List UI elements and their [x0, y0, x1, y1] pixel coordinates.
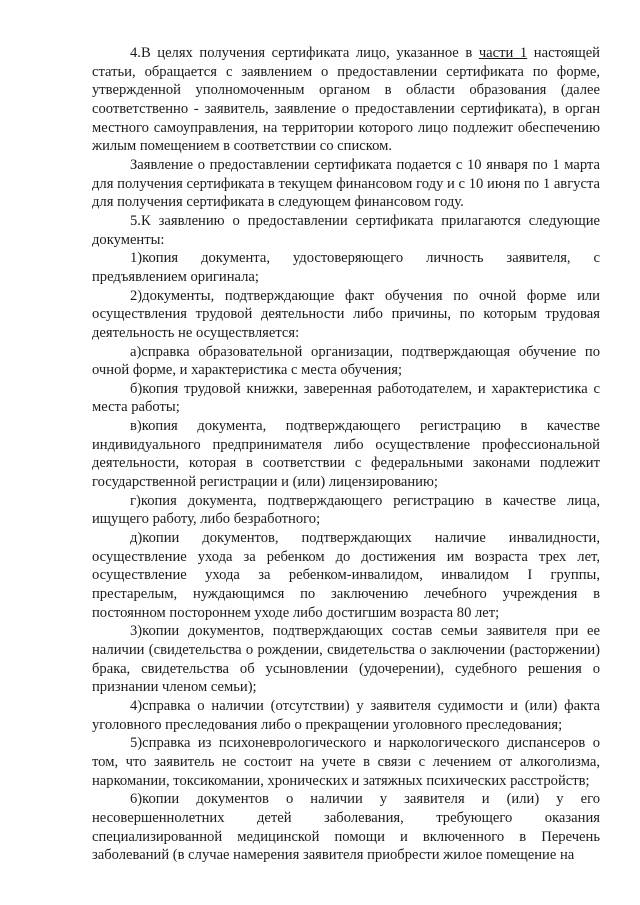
list-item-4: 4)справка о наличии (отсутствии) у заявителя судимости и (или) факта уголовного преследования либо о прекращении уголовного преследования;	[92, 697, 600, 733]
paragraph-5: 5.К заявлению о предоставлении сертификата прилагаются следующие документы:	[92, 212, 600, 248]
paragraph-4-rest: настоящей статьи, обращается с заявлением о предоставлении сертификата по форме, утвержденной уполномоченным органом в области образования (далее соответственно - заявитель, заявление о предоставлении сертификата), в орган местного самоуправления, на территории которого лицо подлежит обеспечению жилым помещением в соответствии со списком.	[92, 45, 600, 155]
list-item-1: 1)копия документа, удостоверяющего личность заявителя, с предъявлением оригинала;	[92, 250, 600, 285]
list-item-2: 2)документы, подтверждающие факт обучения по очной форме или осуществления трудовой деятельности либо причины, по которым трудовая деятельность не осуществляется:	[92, 287, 600, 341]
paragraph-4-start: 4.В целях получения сертификата лицо, указанное в	[130, 45, 479, 61]
paragraph-4	[92, 44, 600, 156]
list-item-2a: а)справка образовательной организации, подтверждающая обучение по очной форме, и характеристика с места обучения;	[92, 343, 600, 379]
document-page	[92, 44, 600, 865]
list-item-2g: г)копия документа, подтверждающего регистрацию в качестве лица, ищущего работу, либо безработного;	[92, 492, 600, 528]
list-item-2b: б)копия трудовой книжки, заверенная работодателем, и характеристика с места работы;	[92, 380, 600, 416]
paragraph-application-dates: Заявление о предоставлении сертификата подается с 10 января по 1 марта для получения сертификата в текущем финансовом году и с 10 июня по 1 августа для получения сертификата в следующем финансовом году.	[92, 156, 600, 211]
list-item-3: 3)копии документов, подтверждающих состав семьи заявителя при ее наличии (свидетельства о рождении, свидетельства о заключении (расторжении) брака, свидетельства об усыновлении (удочерении), судебного решения о признании членом семьи);	[92, 623, 600, 696]
list-item-2d: д)копии документов, подтверждающих наличие инвалидности, осуществление ухода за ребенком до достижения им возраста трех лет, осуществление ухода за ребенком-инвалидом, инвалидом I группы, престарелым, нуждающимся по заключению лечебного учреждения в постоянном постороннем уходе либо достигшим возраста 80 лет;	[92, 530, 600, 621]
list-item-5: 5)справка из психоневрологического и наркологического диспансеров о том, что заявитель не состоит на учете в связи с лечением от алкоголизма, наркомании, токсикомании, хронических и затяжных психических расстройств;	[92, 735, 600, 789]
list-item-6: 6)копии документов о наличии у заявителя и (или) у его несовершеннолетних детей заболевания, требующего оказания специализированной медицинской помощи и включенного в Перечень заболеваний (в случае намерения заявителя приобрести жилое помещение на	[92, 791, 600, 864]
part-1-link[interactable]: части 1	[478, 45, 528, 61]
list-item-2v: в)копия документа, подтверждающего регистрацию в качестве индивидуального предпринимателя либо осуществление профессиональной деятельности, которая в соответствии с федеральными законами подлежит государственной регистрации и (или) лицензированию;	[92, 418, 600, 491]
